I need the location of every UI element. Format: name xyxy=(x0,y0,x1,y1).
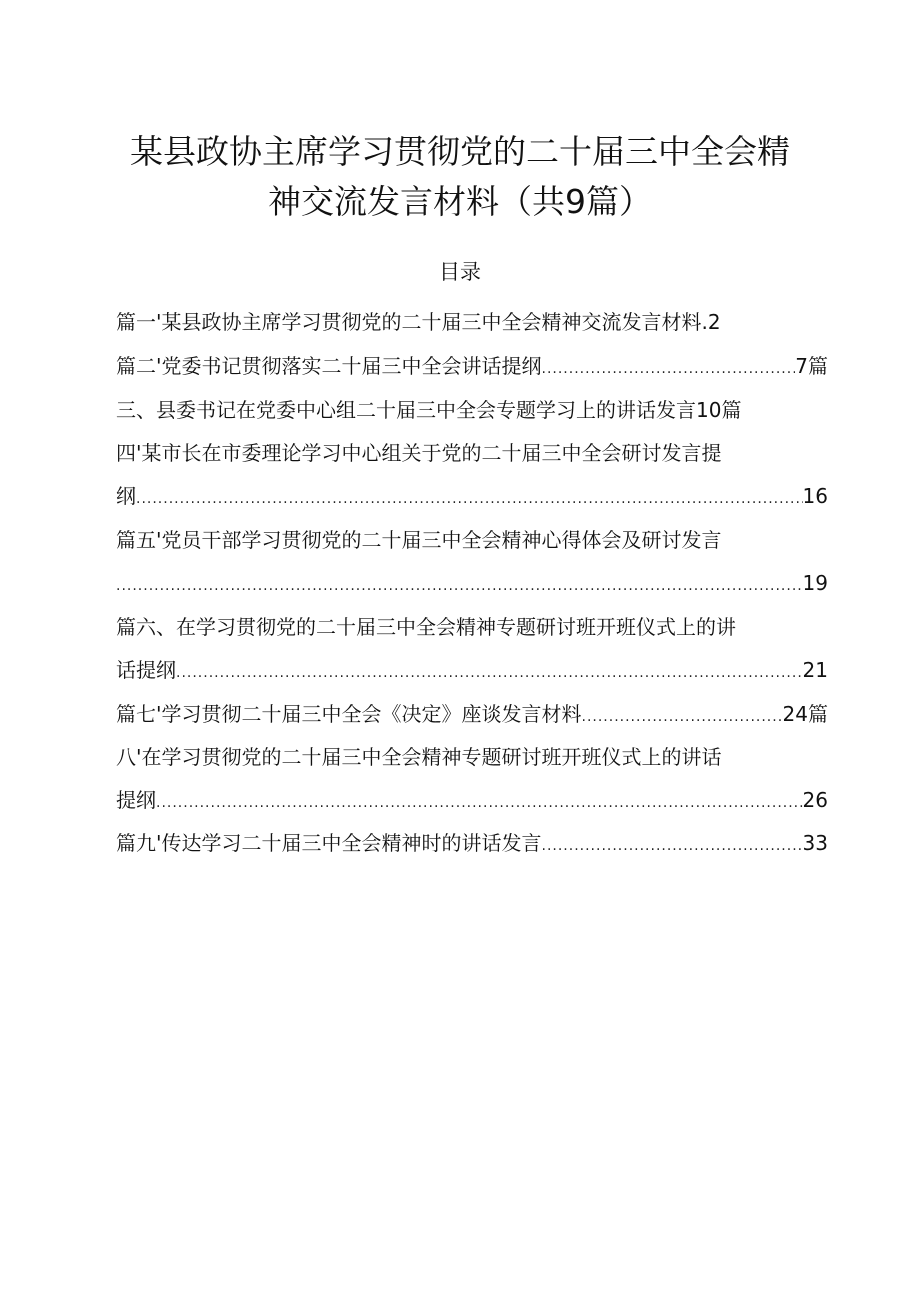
document-title-line-2: 神交流发言材料（共9篇） xyxy=(268,182,652,221)
toc-entry-text: 篇九'传达学习二十届三中全会精神时的讲话发言 xyxy=(116,831,542,855)
toc-entry-5 xyxy=(116,525,828,555)
toc-entry-text: 提纲 xyxy=(116,788,156,812)
toc-entry-page: 10篇 xyxy=(696,398,742,422)
toc-entry-page: 33 xyxy=(802,831,828,855)
toc-entry-7 xyxy=(116,699,828,732)
toc-entry-page: 7篇 xyxy=(795,354,828,378)
toc-leader-dots xyxy=(156,788,803,818)
toc-entry-page: 21 xyxy=(802,658,828,682)
toc-entry-text: 篇七'学习贯彻二十届三中全会《决定》座谈发言材料 xyxy=(116,702,582,726)
toc-entry-page: 24篇 xyxy=(782,702,828,726)
toc-heading: 目录 xyxy=(439,260,481,284)
document-title-line-1: 某县政协主席学习贯彻党的二十届三中全会精 xyxy=(130,132,790,171)
toc-entry-2 xyxy=(116,351,828,384)
toc-leader-dots xyxy=(542,831,803,861)
toc-entry-text: 话提纲 xyxy=(116,658,176,682)
toc-entry-text: 篇五'党员干部学习贯彻党的二十届三中全会精神心得体会及研讨发言 xyxy=(116,528,722,552)
toc-entry-page: 19 xyxy=(802,571,828,595)
toc-entry-page: 16 xyxy=(802,484,828,508)
toc-entry-text: 三、县委书记在党委中心组二十届三中全会专题学习上的讲话发言 xyxy=(116,398,696,422)
toc-leader-dots xyxy=(116,571,803,601)
toc-leader-dots xyxy=(176,658,803,688)
toc-leader-dots xyxy=(542,354,796,384)
toc-entry-text: 纲 xyxy=(116,484,136,508)
toc-leader-dots xyxy=(136,484,803,514)
toc-entry-3 xyxy=(116,395,828,425)
toc-entry-5-cont xyxy=(116,568,828,601)
toc-leader-dots xyxy=(582,702,783,732)
toc-entry-4 xyxy=(116,438,828,468)
toc-entry-text: 篇一'某县政协主席学习贯彻党的二十届三中全会精神交流发言材料 xyxy=(116,310,702,334)
toc-entry-8-cont xyxy=(116,785,828,818)
toc-entry-4-cont xyxy=(116,481,828,514)
toc-entry-8 xyxy=(116,742,828,772)
toc-entry-page: 26 xyxy=(802,788,828,812)
toc-entry-page: .2 xyxy=(701,310,721,334)
toc-entry-text: 四'某市长在市委理论学习中心组关于党的二十届三中全会研讨发言提 xyxy=(116,441,722,465)
toc-entry-6 xyxy=(116,612,828,642)
toc-entry-text: 篇六、在学习贯彻党的二十届三中全会精神专题研讨班开班仪式上的讲 xyxy=(116,615,736,639)
toc-entry-6-cont xyxy=(116,655,828,688)
toc-entry-text: 八'在学习贯彻党的二十届三中全会精神专题研讨班开班仪式上的讲话 xyxy=(116,745,722,769)
toc-entry-text: 篇二'党委书记贯彻落实二十届三中全会讲话提纲 xyxy=(116,354,542,378)
toc-entry-9 xyxy=(116,828,828,861)
toc-entry-1 xyxy=(116,307,828,337)
